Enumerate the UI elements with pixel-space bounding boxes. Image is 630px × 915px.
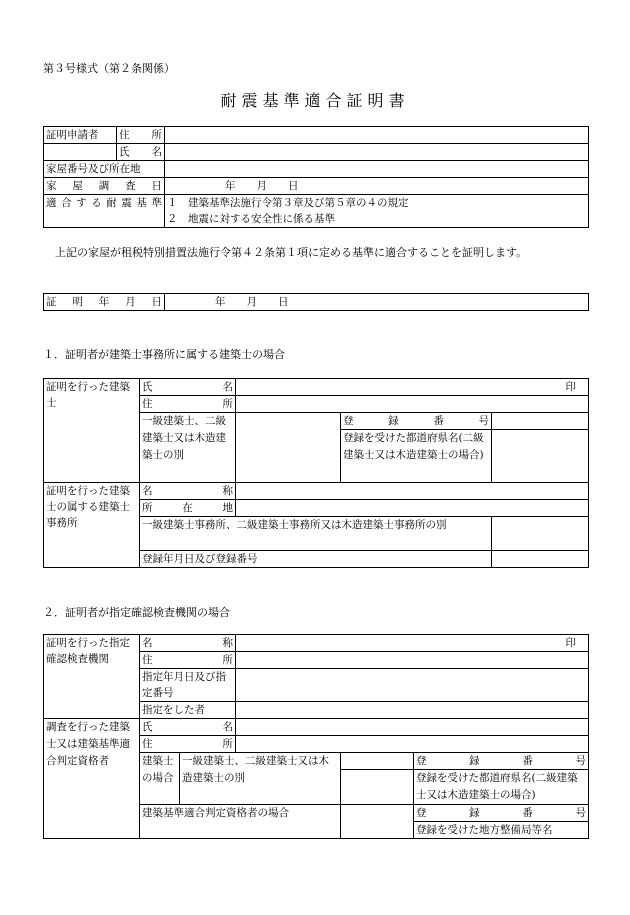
applicant-address-value [165,127,589,144]
person-address-label: 住所 [140,736,236,753]
office-reg-value [492,551,589,568]
s1-regno-label: 登録番号 [341,413,492,430]
agency-address-label: 住所 [140,652,236,669]
office-location-value [236,500,589,517]
s2-regno-label: 登録番号 [414,753,589,770]
s1-address-value [236,396,589,413]
survey-date-label: 家屋調査日 [44,178,165,195]
s1-address-label: 住所 [140,396,236,413]
designator-label: 指定をした者 [140,702,236,719]
office-location-label: 所在地 [140,500,236,517]
architect-label: 証明を行った建築士 [44,379,140,483]
agency-address-value [236,652,589,669]
address-label: 住所 [117,127,165,144]
surveyor-label: 調査を行った建築士又は建築基準適合判定資格者 [44,719,140,839]
house-number-label: 家屋番号及び所在地 [44,161,165,178]
applicant-name-value [165,144,589,161]
cert-date-value: 年 月 日 [165,294,589,311]
section2-table [43,634,589,839]
person-name-label: 氏名 [140,719,236,736]
judge-case-label: 建築基準適合判定資格者の場合 [140,805,341,839]
s1-regpref-label: 登録を受けた都道府県名(二級建築士又は木造建築士の場合) [341,430,492,483]
architect-case-label: 建築士の場合 [140,753,180,805]
agency-name-label: 名称 [140,635,236,652]
section2-heading: ２．証明者が指定確認検査機関の場合 [43,606,230,619]
s1-name-label: 氏名 [140,379,236,396]
document-title: 耐震基準適合証明書 [220,91,410,110]
cert-date-table [43,293,589,311]
agency-label: 証明を行った指定確認検査機関 [44,635,140,719]
s2-spacer-2 [341,770,414,805]
s1-regno-value [492,413,589,430]
agency-seal: 印 [236,635,589,652]
standard-values [165,195,589,228]
designator-value [236,702,589,719]
name-label: 氏名 [117,144,165,161]
person-name-value [236,719,589,736]
person-address-value [236,736,589,753]
applicant-label: 証明申請者 [44,127,117,144]
s2-spacer-1 [341,753,414,770]
survey-date-value: 年 月 日 [165,178,589,195]
standard-2: ２ 地震に対する安全性に係る基準 [167,213,335,225]
judge-spacer [341,805,414,839]
s2-class-label: 一級建築士、二級建築士又は木造建築士の別 [180,753,341,805]
house-number-value [165,161,589,178]
s1-class-label: 一級建築士、二級建築士又は木造建築士の別 [140,413,236,483]
office-label: 証明を行った建築士の属する建築士事務所 [44,483,140,568]
standard-label: 適合する耐震基準 [44,195,165,228]
statement-text: 上記の家屋が租税特別措置法施行令第４２条第１項に定める基準に適合することを証明します。 [55,246,528,259]
standard-1: １ 建築基準法施行令第３章及び第５章の４の規定 [167,197,409,209]
judge-regno-label: 登録番号 [414,805,589,822]
s1-seal: 印 [236,379,589,396]
s2-regpref-label: 登録を受けた都道府県名(二級建築士又は木造建築士の場合) [414,770,589,805]
office-class-value [492,517,589,551]
cert-date-label: 証明年月日 [44,294,165,311]
section1-table [43,378,589,568]
applicant-label-cont [44,144,117,161]
office-reg-label: 登録年月日及び登録番号 [140,551,492,568]
form-number: 第３号様式（第２条関係） [43,62,175,75]
office-name-label: 名称 [140,483,236,500]
judge-bureau-label: 登録を受けた地方整備局等名 [414,822,589,839]
s1-class-value [236,413,341,483]
designation-label: 指定年月日及び指定番号 [140,669,236,702]
office-class-label: 一級建築士事務所、二級建築士事務所又は木造建築士事務所の別 [140,517,492,551]
section1-heading: １．証明者が建築士事務所に属する建築士の場合 [43,348,285,361]
applicant-table [43,126,589,228]
designation-value [236,669,589,702]
s1-regpref-value [492,430,589,483]
office-name-value [236,483,589,500]
